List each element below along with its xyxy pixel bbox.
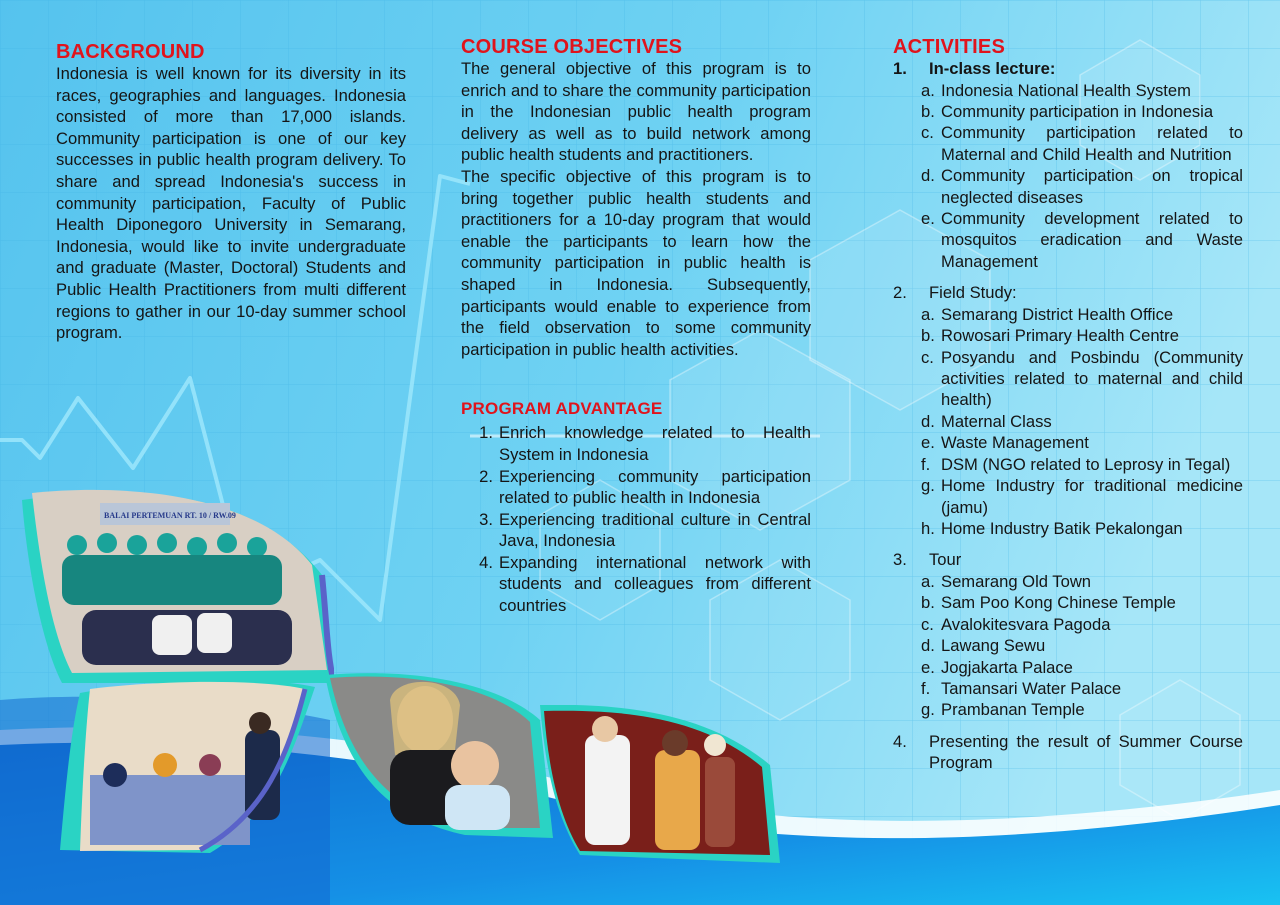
background-heading: BACKGROUND bbox=[56, 41, 205, 63]
activity-item bbox=[893, 122, 1243, 165]
activity-item-text: Community development related to mosquitos eradication and Waste Management bbox=[941, 209, 1243, 271]
activity-group-num: 1. bbox=[893, 59, 907, 78]
activity-item bbox=[893, 635, 1243, 656]
activity-item-text: Posyandu and Posbindu (Community activities related to maternal and child health) bbox=[941, 347, 1243, 410]
advantage-item bbox=[461, 466, 811, 509]
activity-item bbox=[893, 699, 1243, 720]
activity-item bbox=[893, 325, 1243, 346]
group-spacer bbox=[893, 272, 1243, 282]
activities-heading: ACTIVITIES bbox=[893, 36, 1006, 58]
program-advantage-heading: PROGRAM ADVANTAGE bbox=[461, 399, 663, 419]
specific-objective-text: The specific objective of this program is to bring together public health students and practitioners for a 10-day program that would enable the participants to learn how the community participation in public health is shaped in Indonesia. Subsequently, participants would enable to experience from the field observation to some community participation in public health activities. bbox=[461, 166, 811, 359]
activity-group-title bbox=[893, 282, 1243, 304]
course-objectives-section bbox=[461, 36, 811, 617]
advantage-text: Experiencing community participation related to public health in Indonesia bbox=[499, 466, 811, 508]
photo-registration bbox=[60, 675, 322, 855]
activity-item-letter: d. bbox=[921, 411, 935, 431]
activity-item-letter: a. bbox=[921, 571, 935, 591]
advantage-text: Experiencing traditional culture in Central Java, Indonesia bbox=[499, 509, 811, 551]
activity-item bbox=[893, 101, 1243, 122]
activity-item bbox=[893, 571, 1243, 592]
activity-item-text: Community participation on tropical neglected diseases bbox=[941, 166, 1243, 207]
activity-group-title bbox=[893, 731, 1243, 774]
activity-item-letter: f. bbox=[921, 454, 931, 474]
activity-group bbox=[893, 282, 1243, 539]
advantage-item bbox=[461, 552, 811, 617]
activity-item-letter: h. bbox=[921, 518, 935, 538]
activity-item-text: Jogjakarta Palace bbox=[941, 657, 1073, 677]
general-objective-text: The general objective of this program is to enrich and to share the community participation in the Indonesian public health program delivery as well as to build network among public health students and practitioners. bbox=[461, 59, 811, 165]
activity-item-text: Avalokitesvara Pagoda bbox=[941, 614, 1111, 634]
activity-item bbox=[893, 347, 1243, 411]
activity-item bbox=[893, 208, 1243, 272]
advantage-text: Enrich knowledge related to Health System in Indonesia bbox=[499, 423, 811, 464]
activity-item bbox=[893, 614, 1243, 635]
activity-item-letter: b. bbox=[921, 593, 935, 613]
activity-item-letter: c. bbox=[921, 123, 934, 143]
activity-item bbox=[893, 454, 1243, 475]
advantage-num: 4. bbox=[479, 552, 493, 572]
activity-item-text: Home Industry Batik Pekalongan bbox=[941, 518, 1183, 538]
activity-item bbox=[893, 411, 1243, 432]
activity-item-text: Community participation in Indonesia bbox=[941, 102, 1214, 121]
activity-item-letter: c. bbox=[921, 614, 934, 634]
group-spacer bbox=[893, 539, 1243, 549]
activity-item-text: Home Industry for traditional medicine (jamu) bbox=[941, 476, 1243, 517]
advantage-num: 3. bbox=[479, 509, 493, 529]
background-text: Indonesia is well known for its diversity in its races, geographies and languages. Indonesia consisted of more than 17,000 islands. Community participation is one of our key successes in public health program delivery. To share and spread Indonesia's success in community participation, Faculty of Public Health Diponegoro University in Semarang, Indonesia, would like to invite undergraduate and graduate (Master, Doctoral) Students and Public Health Practitioners from multi different regions to gather in our 10-day summer school program. bbox=[56, 64, 406, 343]
activity-item-text: Waste Management bbox=[941, 433, 1089, 453]
activity-group bbox=[893, 731, 1243, 774]
background-section bbox=[56, 41, 406, 344]
activity-item-letter: e. bbox=[921, 433, 935, 453]
activity-group-title bbox=[893, 58, 1243, 80]
activity-item-letter: f. bbox=[921, 678, 931, 698]
activities-list bbox=[893, 58, 1243, 774]
activity-item-text: Prambanan Temple bbox=[941, 700, 1085, 720]
group-spacer bbox=[893, 721, 1243, 731]
activity-group bbox=[893, 58, 1243, 272]
activity-item-text: DSM (NGO related to Leprosy in Tegal) bbox=[941, 454, 1231, 474]
activity-item bbox=[893, 304, 1243, 325]
activity-group-label: Presenting the result of Summer Course Program bbox=[929, 731, 1243, 773]
activity-item bbox=[893, 432, 1243, 453]
activity-item-letter: g. bbox=[921, 476, 935, 496]
advantage-num: 1. bbox=[479, 423, 493, 443]
activity-item bbox=[893, 475, 1243, 518]
activity-item-letter: b. bbox=[921, 326, 935, 346]
activity-item bbox=[893, 80, 1243, 101]
activity-group-label: In-class lecture: bbox=[929, 59, 1056, 78]
activity-item-text: Semarang District Health Office bbox=[941, 304, 1174, 324]
activity-group-num: 2. bbox=[893, 283, 907, 303]
photo-banner-text: BALAI PERTEMUAN RT. 10 / RW.09 bbox=[104, 511, 236, 520]
activity-item-letter: e. bbox=[921, 657, 935, 677]
activity-item-letter: c. bbox=[921, 347, 934, 367]
activity-item-letter: a. bbox=[921, 304, 935, 324]
activity-item-text: Maternal Class bbox=[941, 411, 1052, 431]
photo-visitors bbox=[540, 705, 780, 863]
activity-item-text: Community participation related to Maternal and Child Health and Nutrition bbox=[941, 123, 1243, 164]
advantage-item bbox=[461, 509, 811, 552]
photo-woman-baby bbox=[325, 670, 555, 842]
activity-item bbox=[893, 592, 1243, 613]
activity-item bbox=[893, 518, 1243, 539]
activity-item-text: Tamansari Water Palace bbox=[941, 678, 1122, 698]
activity-item-letter: d. bbox=[921, 636, 935, 656]
activity-item bbox=[893, 678, 1243, 699]
activity-item bbox=[893, 165, 1243, 208]
activity-group bbox=[893, 549, 1243, 720]
advantage-num: 2. bbox=[479, 466, 493, 486]
activity-item bbox=[893, 657, 1243, 678]
activity-item-text: Semarang Old Town bbox=[941, 571, 1092, 591]
activities-section bbox=[893, 36, 1243, 774]
activity-group-num: 3. bbox=[893, 550, 907, 570]
photo-group bbox=[22, 485, 334, 683]
course-objectives-heading: COURSE OBJECTIVES bbox=[461, 36, 683, 58]
advantage-item bbox=[461, 422, 811, 465]
activity-item-letter: d. bbox=[921, 166, 935, 186]
activity-item-letter: a. bbox=[921, 80, 935, 100]
activity-item-letter: g. bbox=[921, 700, 935, 720]
activity-item-text: Sam Poo Kong Chinese Temple bbox=[941, 593, 1176, 613]
activity-group-label: Tour bbox=[929, 550, 962, 570]
activity-item-text: Rowosari Primary Health Centre bbox=[941, 326, 1179, 346]
program-advantage-list bbox=[461, 422, 811, 616]
activity-group-title bbox=[893, 549, 1243, 571]
activity-group-label: Field Study: bbox=[929, 283, 1017, 303]
activity-group-num: 4. bbox=[893, 731, 907, 751]
activity-item-letter: e. bbox=[921, 209, 935, 229]
activity-item-text: Indonesia National Health System bbox=[941, 80, 1191, 100]
activity-item-letter: b. bbox=[921, 102, 935, 121]
advantage-text: Expanding international network with students and colleagues from different countries bbox=[499, 552, 811, 616]
activity-item-text: Lawang Sewu bbox=[941, 636, 1046, 656]
